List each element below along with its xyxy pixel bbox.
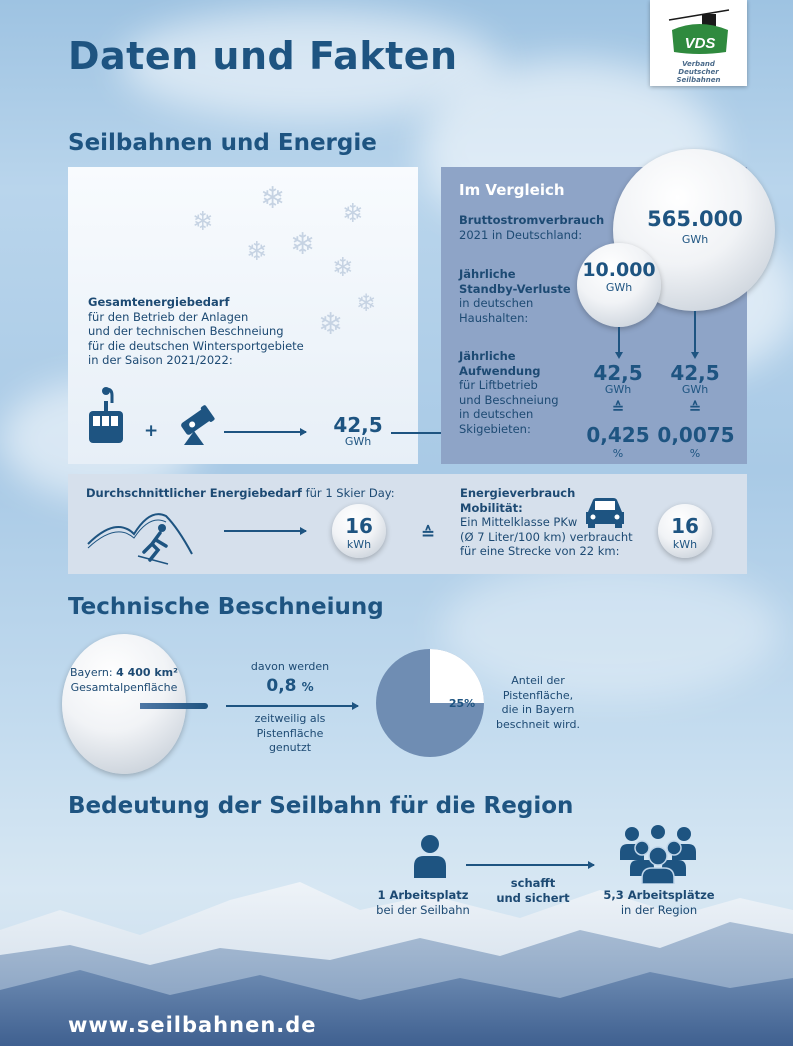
snowflake-icon: ❄ xyxy=(192,207,214,237)
snowmaking-pie xyxy=(374,647,486,759)
share-value-line xyxy=(232,676,348,696)
gross-sub: 2021 in Deutschland: xyxy=(459,227,583,242)
section-heading-energy: Seilbahnen und Energie xyxy=(68,130,377,156)
pie-desc-1: Anteil der xyxy=(511,674,565,687)
skier-day-title-rest: für 1 Skier Day: xyxy=(301,486,395,500)
standby-sub-2: Haushalten: xyxy=(459,310,529,325)
annual-sub-4: Skigebieten: xyxy=(459,421,531,436)
standby-text xyxy=(459,267,571,325)
logo-mark: VDS xyxy=(684,35,715,52)
pie-desc-2: Pistenfläche, xyxy=(502,688,574,702)
pie-pct-label: 25% xyxy=(448,697,476,710)
standby-unit: GWh xyxy=(605,281,633,294)
total-energy-desc: und der technischen Beschneiung xyxy=(88,324,284,338)
snowflake-icon: ❄ xyxy=(246,237,268,267)
snow-cannon-icon xyxy=(176,405,216,447)
total-energy-desc: für die deutschen Wintersportgebiete xyxy=(88,338,304,353)
plus-sign: + xyxy=(144,421,159,441)
snowflake-icon: ❄ xyxy=(290,227,316,262)
region-left-sub: bei der Seilbahn xyxy=(376,902,470,917)
mobility-title-2: Mobilität: xyxy=(460,500,523,515)
arrow xyxy=(466,864,594,866)
col2-value: 42,5 xyxy=(670,361,720,385)
region-mid-1: schafft xyxy=(510,876,556,890)
share-top-text: davon werden xyxy=(250,660,330,673)
snowflake-icon: ❄ xyxy=(342,199,364,229)
annual-sub-2: und Beschneiung xyxy=(459,392,559,407)
gross-unit: GWh xyxy=(681,233,709,246)
col1-pct: 0,425 xyxy=(586,423,650,447)
page-title: Daten und Fakten xyxy=(68,34,458,78)
mobility-line-2: (Ø 7 Liter/100 km) verbraucht xyxy=(460,529,633,544)
section-heading-region: Bedeutung der Seilbahn für die Region xyxy=(68,793,574,819)
logo-text-1: Verband xyxy=(682,60,715,68)
skier-value: 16 xyxy=(345,514,373,538)
bavaria-text xyxy=(62,666,186,695)
annual-sub-3: in deutschen xyxy=(459,407,534,421)
total-energy-unit: GWh xyxy=(344,435,372,448)
mobility-title-1: Energieverbrauch xyxy=(460,486,576,500)
group-icon xyxy=(614,824,702,884)
col2-pct-unit: % xyxy=(689,447,701,460)
total-energy-text xyxy=(88,295,304,368)
snowflake-icon: ❄ xyxy=(318,307,344,342)
gross-value: 565.000 xyxy=(647,207,743,231)
standby-title-1: Jährliche xyxy=(459,267,516,281)
standby-sub-1: in deutschen xyxy=(459,296,534,310)
region-right-text xyxy=(596,888,722,917)
share-unit: % xyxy=(301,680,314,694)
logo-text-2: Deutscher xyxy=(678,68,719,76)
snowflake-icon: ❄ xyxy=(356,289,377,317)
skier-unit: kWh xyxy=(346,538,372,551)
arrow xyxy=(224,530,306,532)
region-mid-text xyxy=(478,876,588,905)
vds-logo[interactable] xyxy=(650,0,747,86)
arrow-down xyxy=(618,327,620,357)
standby-title-2: Standby-Verluste xyxy=(459,281,571,296)
region-right-sub: in der Region xyxy=(620,902,698,917)
arrow-down xyxy=(694,311,696,357)
website-link[interactable]: www.seilbahnen.de xyxy=(68,1013,317,1037)
pie-description xyxy=(488,674,588,732)
standby-value: 10.000 xyxy=(582,259,656,281)
share-bottom-text xyxy=(232,712,348,756)
mobility-line-3: für eine Strecke von 22 km: xyxy=(460,544,620,558)
pie-desc-3: die in Bayern xyxy=(501,703,575,716)
total-energy-value: 42,5 xyxy=(333,413,383,437)
equivalent-sign: ≙ xyxy=(420,524,436,544)
share-value: 0,8 xyxy=(266,676,297,696)
bavaria-value: 4 400 km² xyxy=(116,666,178,679)
pie-desc-4: beschneit wird. xyxy=(496,717,580,731)
total-energy-desc: für den Betrieb der Anlagen xyxy=(88,309,249,324)
total-energy-panel xyxy=(68,167,418,464)
annual-sub-1: für Liftbetrieb xyxy=(459,378,538,392)
gondola-logo-icon xyxy=(664,6,734,56)
share-bottom-2: Pistenfläche xyxy=(256,726,324,740)
region-mid-2: und sichert xyxy=(496,890,570,905)
region-right-bold: 5,3 Arbeitsplätze xyxy=(603,888,715,902)
snowflake-icon: ❄ xyxy=(260,181,286,216)
col1-equiv: ≙ xyxy=(611,399,625,417)
share-bottom-1: zeitweilig als xyxy=(254,712,326,725)
skier-icon xyxy=(86,506,196,568)
car-icon xyxy=(584,496,626,528)
annual-title-2: Aufwendung xyxy=(459,363,541,378)
skier-day-title-line xyxy=(86,486,395,501)
col1-pct-unit: % xyxy=(612,447,624,460)
annual-text xyxy=(459,349,559,436)
mobility-unit: kWh xyxy=(672,538,698,551)
share-bar xyxy=(140,703,208,709)
col2-pct: 0,0075 xyxy=(657,423,735,447)
skier-day-title: Durchschnittlicher Energiebedarf xyxy=(86,486,302,500)
col2-unit: GWh xyxy=(681,383,709,396)
arrow xyxy=(226,705,358,707)
col1-value: 42,5 xyxy=(593,361,643,385)
comparison-title: Im Vergleich xyxy=(459,181,565,199)
bavaria-sub: Gesamtalpenfläche xyxy=(70,680,178,694)
col2-equiv: ≙ xyxy=(688,399,702,417)
comparison-panel xyxy=(441,167,747,464)
snowflake-icon: ❄ xyxy=(332,253,354,283)
bavaria-label: Bayern: xyxy=(70,666,117,679)
total-energy-title: Gesamtenergiebedarf xyxy=(88,295,230,309)
gross-consumption-text xyxy=(459,213,604,242)
gondola-icon xyxy=(86,385,126,447)
mobility-value: 16 xyxy=(671,514,699,538)
logo-text-3: Seilbahnen xyxy=(676,76,721,84)
person-icon xyxy=(412,834,448,878)
share-bottom-3: genutzt xyxy=(268,741,312,754)
pie-slice-snowmaking xyxy=(430,649,484,703)
arrow xyxy=(224,431,306,433)
col1-unit: GWh xyxy=(604,383,632,396)
gross-title: Bruttostromverbrauch xyxy=(459,213,605,227)
mobility-line-1: Ein Mittelklasse PKw xyxy=(460,515,578,529)
annual-title-1: Jährliche xyxy=(459,349,516,363)
total-energy-desc: in der Saison 2021/2022: xyxy=(88,353,233,367)
region-left-bold: 1 Arbeitsplatz xyxy=(377,888,469,902)
section-heading-snowmaking: Technische Beschneiung xyxy=(68,594,384,620)
skier-day-panel xyxy=(68,474,747,574)
